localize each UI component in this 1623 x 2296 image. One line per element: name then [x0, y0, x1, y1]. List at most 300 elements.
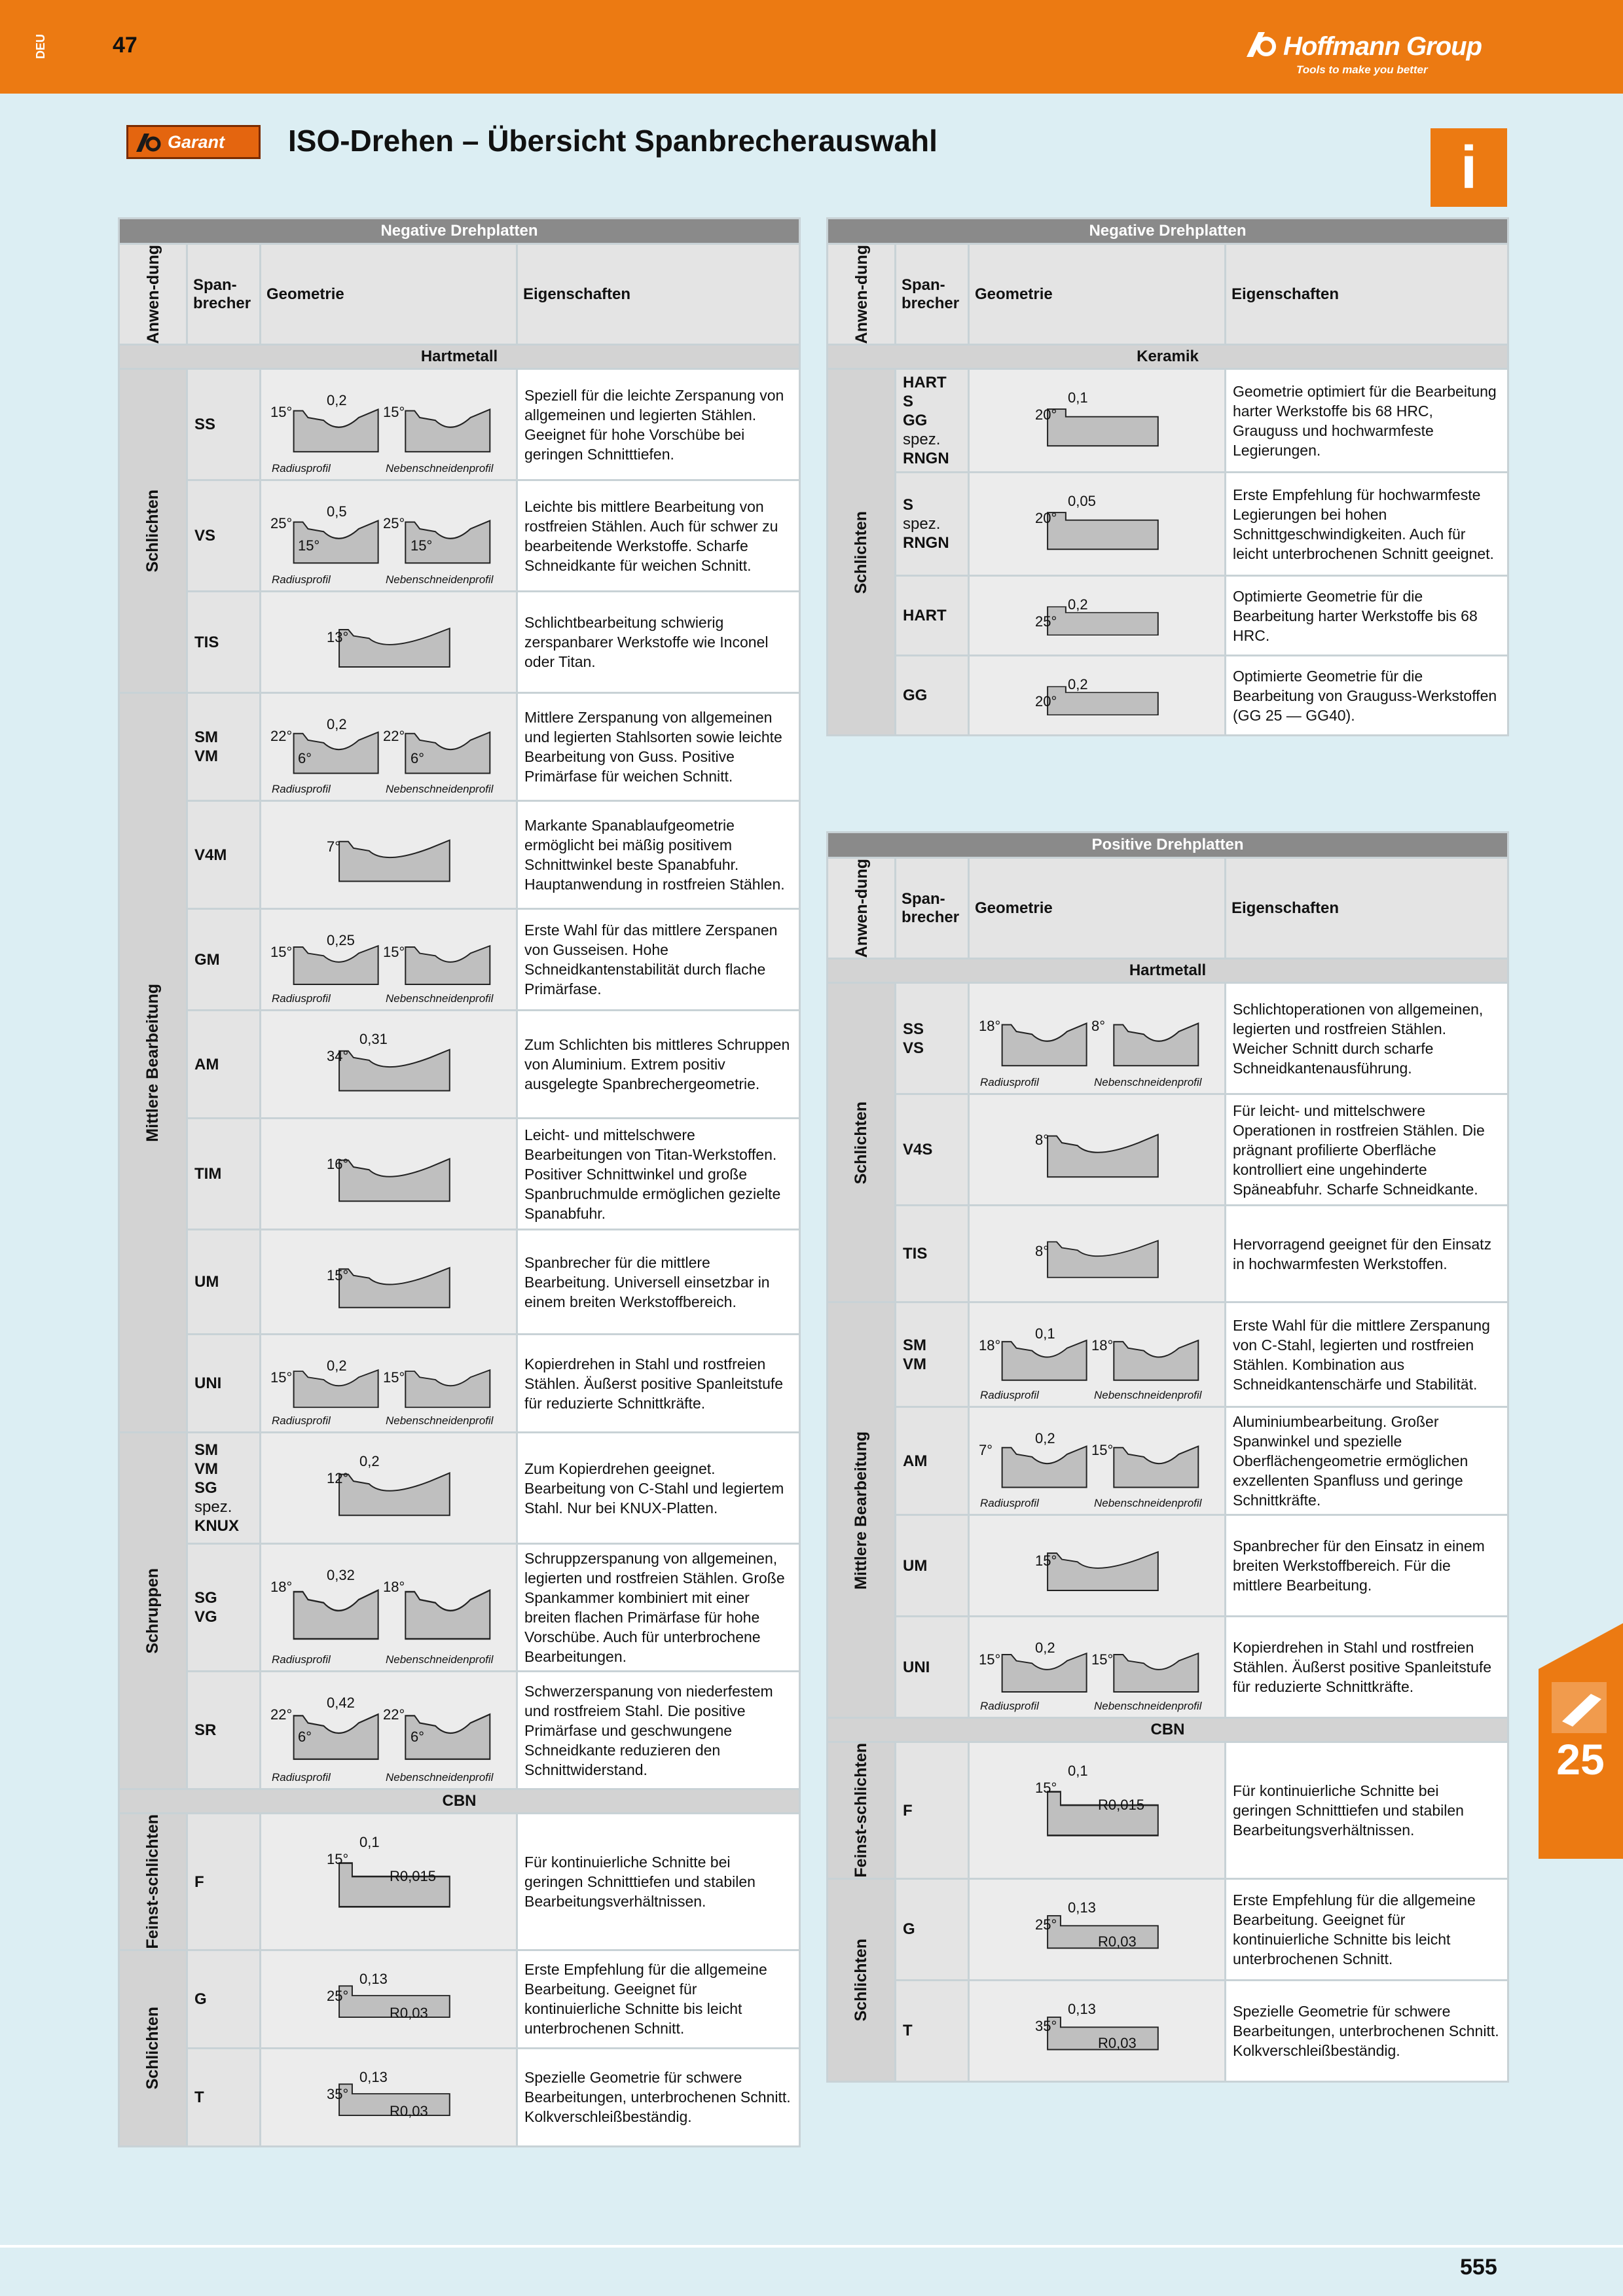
rake-angle-label: 22°	[270, 728, 293, 745]
table-row	[828, 1980, 1508, 2081]
table-row	[828, 1878, 1508, 1980]
breaker-code: TIS	[194, 633, 219, 651]
corner-radius-label: R0,03	[1098, 1933, 1137, 1950]
application-group	[119, 1433, 187, 1789]
rake-angle-label: 15°	[270, 1369, 293, 1386]
land-width-label: 0,31	[359, 1031, 388, 1048]
breaker-cell	[896, 1302, 969, 1407]
geometry-cell	[969, 1515, 1226, 1617]
table-row	[828, 1617, 1508, 1718]
rake-angle-label: 20°	[1035, 510, 1057, 527]
breaker-code: RNGN	[903, 450, 949, 468]
geometry-cell	[969, 1980, 1226, 2081]
breaker-cell	[896, 1094, 969, 1206]
breaker-cell	[187, 592, 261, 693]
profile-drawing	[261, 802, 516, 908]
rake-angle-label: 16°	[327, 1156, 349, 1173]
table-title: Negative Drehplatten	[828, 219, 1508, 244]
breaker-code: VS	[194, 527, 216, 545]
table-row	[828, 1742, 1508, 1879]
table-row	[828, 369, 1508, 473]
geometry-cell	[261, 2048, 517, 2146]
breaker-code: SM	[194, 728, 218, 747]
table-row	[828, 1515, 1508, 1617]
radius-profile-caption: Radiusprofil	[272, 1771, 331, 1784]
breaker-code: spez.	[903, 431, 941, 449]
section-header: Hartmetall	[828, 959, 1508, 983]
properties-cell: Erste Wahl für die mittlere Zerspanung von C-Stahl, legierten und rostfreien Stählen. Kombination aus Schneidkantenschärfe und Stabilität.	[1226, 1302, 1508, 1407]
table-row	[119, 1950, 800, 2048]
geometry-cell	[969, 1302, 1226, 1407]
rake-angle-label: 15°	[1035, 1552, 1057, 1570]
profile-drawing	[261, 592, 516, 692]
side-profile-caption: Nebenschneidenprofil	[386, 573, 494, 586]
geometry-cell	[969, 1742, 1226, 1879]
table-row	[119, 592, 800, 693]
application-group	[828, 983, 896, 1302]
application-group	[119, 369, 187, 693]
breaker-code: SR	[194, 1721, 217, 1740]
properties-cell: Kopierdrehen in Stahl und rostfreien Stählen. Äußerst positive Spanleitstufe für reduzierte Schnittkräfte.	[517, 1335, 800, 1433]
application-group-label: Mittlere Bearbeitung	[852, 1431, 870, 1590]
properties-cell: Spezielle Geometrie für schwere Bearbeitungen, unterbrochenen Schnitt. Kolkverschleißbeständig.	[1226, 1980, 1508, 2081]
breaker-code: SG	[194, 1479, 217, 1498]
table-row	[828, 1206, 1508, 1302]
land-width-label: 0,42	[327, 1695, 355, 1712]
breaker-cell	[896, 1617, 969, 1718]
breaker-cell	[896, 1407, 969, 1515]
breaker-cell	[187, 1950, 261, 2048]
section-header: CBN	[119, 1789, 800, 1814]
geometry-cell	[261, 1119, 517, 1230]
breaker-cell	[896, 1980, 969, 2081]
land-width-label: 0,2	[1035, 1640, 1055, 1657]
profile-drawing	[261, 2049, 516, 2145]
table-row	[119, 801, 800, 909]
breaker-cell	[187, 1672, 261, 1789]
rake-angle-label: 8°	[1035, 1132, 1049, 1149]
application-group	[119, 1814, 187, 1950]
geometry-cell	[969, 1617, 1226, 1718]
brand-name: Hoffmann Group	[1283, 32, 1482, 61]
application-group-label: Schlichten	[852, 1939, 870, 2022]
land-width-label: 0,2	[327, 716, 347, 733]
properties-cell: Geometrie optimiert für die Bearbeitung harter Werkstoffe bis 68 HRC, Grauguss und hochwarmfeste Legierungen.	[1226, 369, 1508, 473]
breaker-code: V4S	[903, 1141, 933, 1159]
land-width-label: 0,2	[1035, 1430, 1055, 1447]
land-width-label: 0,05	[1068, 493, 1096, 510]
rake-angle-label: 12°	[327, 1470, 349, 1487]
application-group	[828, 369, 896, 736]
breaker-cell	[896, 369, 969, 473]
breaker-cell	[187, 1433, 261, 1544]
profile-drawing	[970, 1095, 1224, 1204]
land-width-label: 0,5	[327, 503, 347, 520]
application-group	[828, 1878, 896, 2081]
rake-angle-label: 22°	[383, 1706, 405, 1723]
breaker-cell	[896, 473, 969, 576]
application-group	[119, 693, 187, 1433]
properties-cell: Spanbrecher für die mittlere Bearbeitung. Universell einsetzbar in einem breiten Werkstoffbereich.	[517, 1230, 800, 1335]
geometry-cell	[969, 1094, 1226, 1206]
land-width-label: 0,13	[359, 2068, 388, 2085]
table-row	[828, 656, 1508, 736]
properties-cell: Für kontinuierliche Schnitte bei geringen Schnitttiefen und stabilen Bearbeitungsverhältnissen.	[517, 1814, 800, 1950]
rake-angle-label: 20°	[1035, 406, 1057, 423]
geometry-cell	[261, 1011, 517, 1119]
application-group-label: Mittlere Bearbeitung	[143, 984, 162, 1142]
breaker-cell	[187, 1119, 261, 1230]
properties-cell: Erste Empfehlung für die allgemeine Bearbeitung. Geeignet für kontinuierliche Schnitte bis leicht unterbrochenen Schnitt.	[1226, 1878, 1508, 1980]
col-header-geometry: Geometrie	[969, 244, 1226, 345]
rake-angle-label: 6°	[298, 1729, 312, 1746]
section-header: CBN	[828, 1718, 1508, 1742]
land-width-label: 0,13	[359, 1970, 388, 1987]
properties-cell: Spezielle Geometrie für schwere Bearbeitungen, unterbrochenen Schnitt. Kolkverschleißbeständig.	[517, 2048, 800, 2146]
table-row	[119, 1672, 800, 1789]
breaker-code: GG	[903, 412, 928, 430]
corner-radius-label: R0,03	[1098, 2034, 1137, 2051]
language-code: DEU	[34, 34, 47, 60]
radius-profile-caption: Radiusprofil	[272, 462, 331, 475]
breaker-cell	[187, 801, 261, 909]
geometry-cell	[969, 983, 1226, 1094]
col-header-application: Anwen-dung	[119, 244, 187, 345]
breaker-code: HART	[903, 374, 947, 392]
rake-angle-label: 18°	[979, 1018, 1001, 1035]
col-header-breaker: Span-brecher	[187, 244, 261, 345]
table-row	[119, 693, 800, 801]
profile-drawing	[261, 1119, 516, 1229]
properties-cell: Aluminiumbearbeitung. Großer Spanwinkel und spezielle Oberflächengeometrie ermöglichen exzellenten Spanfluss und geringe Schnittkräfte.	[1226, 1407, 1508, 1515]
breaker-code: UM	[194, 1273, 219, 1291]
rake-angle-label: 15°	[1091, 1651, 1114, 1668]
section-header: Keramik	[828, 345, 1508, 369]
breaker-code: spez.	[194, 1498, 232, 1516]
rake-angle-label: 25°	[1035, 613, 1057, 630]
radius-profile-caption: Radiusprofil	[272, 1653, 331, 1666]
corner-radius-label: R0,03	[390, 2102, 428, 2119]
properties-cell: Für kontinuierliche Schnitte bei geringen Schnitttiefen und stabilen Bearbeitungsverhältnissen.	[1226, 1742, 1508, 1879]
side-profile-caption: Nebenschneidenprofil	[386, 992, 494, 1005]
properties-cell: Zum Kopierdrehen geeignet. Bearbeitung von C-Stahl und legiertem Stahl. Nur bei KNUX-Platten.	[517, 1433, 800, 1544]
rake-angle-label: 25°	[270, 515, 293, 532]
application-group-label: Schlichten	[143, 2007, 162, 2090]
rake-angle-label: 15°	[979, 1651, 1001, 1668]
corner-radius-label: R0,015	[1098, 1797, 1144, 1814]
col-header-geometry: Geometrie	[261, 244, 517, 345]
land-width-label: 0,1	[1068, 389, 1088, 406]
table-row	[828, 473, 1508, 576]
table-row	[828, 1407, 1508, 1515]
profile-drawing	[970, 656, 1224, 734]
rake-angle-label: 6°	[410, 1729, 425, 1746]
garant-logo-icon	[135, 132, 164, 153]
rake-angle-label: 20°	[1035, 693, 1057, 710]
rake-angle-label: 13°	[327, 629, 349, 646]
table-row	[119, 480, 800, 592]
breaker-code: TIS	[903, 1245, 928, 1263]
radius-profile-caption: Radiusprofil	[980, 1497, 1039, 1510]
application-group-label: Feinst-schlichten	[852, 1743, 870, 1878]
properties-cell: Leichte bis mittlere Bearbeitung von rostfreien Stählen. Auch für schwer zu bearbeitende Werkstoffe. Scharfe Schneidkante für weichen Schnitt.	[517, 480, 800, 592]
side-profile-caption: Nebenschneidenprofil	[1094, 1389, 1202, 1402]
breaker-code: F	[903, 1801, 913, 1820]
land-width-label: 0,2	[327, 392, 347, 409]
profile-drawing	[970, 1516, 1224, 1615]
rake-angle-label: 22°	[270, 1706, 293, 1723]
geometry-cell	[969, 656, 1226, 736]
breaker-code: SS	[903, 1020, 924, 1038]
land-width-label: 0,1	[1035, 1325, 1055, 1342]
breaker-cell	[187, 1544, 261, 1672]
rake-angle-label: 8°	[1035, 1243, 1049, 1260]
breaker-code: SM	[194, 1441, 218, 1460]
application-group	[828, 1302, 896, 1718]
properties-cell: Hervorragend geeignet für den Einsatz in hochwarmfesten Werkstoffen.	[1226, 1206, 1508, 1302]
breaker-code: RNGN	[903, 534, 949, 552]
breaker-code: VM	[903, 1355, 926, 1373]
breaker-cell	[896, 1206, 969, 1302]
profile-drawing	[970, 473, 1224, 575]
land-width-label: 0,13	[1068, 1899, 1096, 1916]
footer-line	[0, 2245, 1623, 2248]
rake-angle-label: 18°	[1091, 1337, 1114, 1354]
properties-cell: Erste Empfehlung für hochwarmfeste Legierungen bei hohen Schnittgeschwindigkeiten. Auch für leicht unterbrochenen Schnitt geeignet.	[1226, 473, 1508, 576]
radius-profile-caption: Radiusprofil	[272, 1414, 331, 1427]
rake-angle-label: 34°	[327, 1048, 349, 1065]
table-row	[828, 1094, 1508, 1206]
geometry-cell	[261, 801, 517, 909]
side-profile-caption: Nebenschneidenprofil	[386, 1771, 494, 1784]
breaker-cell	[187, 1335, 261, 1433]
side-profile-caption: Nebenschneidenprofil	[1094, 1700, 1202, 1713]
geometry-cell	[969, 1878, 1226, 1980]
properties-cell: Mittlere Zerspanung von allgemeinen und legierten Stahlsorten sowie leichte Bearbeitung von Guss. Positive Primärfase für weichen Schnitt.	[517, 693, 800, 801]
properties-cell: Speziell für die leichte Zerspanung von allgemeinen und legierten Stählen. Geeignet für hohe Vorschübe bei geringen Schnitttiefen.	[517, 369, 800, 480]
breaker-cell	[187, 369, 261, 480]
rake-angle-label: 15°	[1091, 1442, 1114, 1459]
col-header-geometry: Geometrie	[969, 858, 1226, 959]
geometry-cell	[261, 1335, 517, 1433]
breaker-cell	[896, 1878, 969, 1980]
rake-angle-label: 15°	[298, 537, 320, 554]
breaker-code: SG	[194, 1589, 217, 1607]
radius-profile-caption: Radiusprofil	[272, 783, 331, 796]
side-profile-caption: Nebenschneidenprofil	[386, 462, 494, 475]
land-width-label: 0,1	[1068, 1763, 1088, 1780]
breaker-cell	[187, 909, 261, 1011]
corner-radius-label: R0,015	[390, 1868, 436, 1885]
land-width-label: 0,1	[359, 1834, 380, 1851]
breaker-code: T	[194, 2088, 204, 2106]
breaker-code: UNI	[194, 1374, 222, 1393]
application-group-label: Schlichten	[852, 1101, 870, 1185]
breaker-code: T	[903, 2022, 913, 2040]
geometry-cell	[969, 576, 1226, 656]
rake-angle-label: 15°	[327, 1851, 349, 1868]
rake-angle-label: 8°	[1091, 1018, 1106, 1035]
table-negative-right	[826, 217, 1509, 736]
breaker-cell	[896, 656, 969, 736]
geometry-cell	[261, 1433, 517, 1544]
geometry-cell	[261, 592, 517, 693]
breaker-code: UM	[903, 1556, 928, 1575]
brand-tagline: Tools to make you better	[1296, 63, 1428, 76]
rake-angle-label: 15°	[383, 944, 405, 961]
rake-angle-label: 15°	[383, 1369, 405, 1386]
breaker-code: F	[194, 1873, 204, 1891]
profile-drawing	[261, 1011, 516, 1117]
breaker-code: VM	[194, 1460, 218, 1479]
properties-cell: Schlichtoperationen von allgemeinen, legierten und rostfreien Stählen. Weicher Schnitt durch scharfe Schneidkantenausführung.	[1226, 983, 1508, 1094]
radius-profile-caption: Radiusprofil	[980, 1389, 1039, 1402]
rake-angle-label: 15°	[270, 404, 293, 421]
land-width-label: 0,25	[327, 932, 355, 949]
hoffmann-logo-icon	[1244, 29, 1278, 60]
table-row	[119, 1119, 800, 1230]
col-header-properties: Eigenschaften	[517, 244, 800, 345]
geometry-cell	[261, 1544, 517, 1672]
breaker-code: SM	[903, 1336, 926, 1354]
page-number-right: 555	[1460, 2255, 1497, 2280]
application-group-label: Schlichten	[852, 511, 870, 594]
properties-cell: Erste Empfehlung für die allgemeine Bearbeitung. Geeignet für kontinuierliche Schnitte bis leicht unterbrochenen Schnitt.	[517, 1950, 800, 2048]
breaker-code: S	[903, 496, 914, 514]
breaker-code: VG	[194, 1608, 217, 1626]
table-row	[828, 576, 1508, 656]
breaker-code: HART	[903, 607, 947, 625]
side-profile-caption: Nebenschneidenprofil	[1094, 1497, 1202, 1510]
land-width-label: 0,2	[1068, 676, 1088, 693]
rake-angle-label: 25°	[1035, 1916, 1057, 1933]
chapter-tab	[1539, 1584, 1623, 1859]
profile-drawing	[261, 1545, 516, 1670]
table-title: Positive Drehplatten	[828, 833, 1508, 858]
rake-angle-label: 18°	[270, 1579, 293, 1596]
land-width-label: 0,32	[327, 1567, 355, 1584]
breaker-cell	[187, 1230, 261, 1335]
breaker-cell	[187, 693, 261, 801]
geometry-cell	[261, 1672, 517, 1789]
rake-angle-label: 35°	[1035, 2017, 1057, 2034]
breaker-code: VS	[903, 1039, 924, 1057]
side-profile-caption: Nebenschneidenprofil	[386, 1653, 494, 1666]
rake-angle-label: 7°	[327, 838, 341, 855]
rake-angle-label: 6°	[410, 750, 425, 767]
breaker-code: G	[194, 1990, 207, 2008]
geometry-cell	[261, 693, 517, 801]
breaker-code: AM	[194, 1055, 219, 1073]
profile-drawing	[261, 1951, 516, 2047]
col-header-application: Anwen-dung	[828, 858, 896, 959]
breaker-code: GM	[194, 950, 220, 969]
garant-logo	[126, 125, 261, 159]
rake-angle-label: 15°	[327, 1267, 349, 1284]
properties-cell: Für leicht- und mittelschwere Operationen in rostfreien Stählen. Die prägnant profilierte Oberfläche kontrolliert eine ungehinderte Späneabfuhr. Scharfe Schneidkante.	[1226, 1094, 1508, 1206]
properties-cell: Schruppzerspanung von allgemeinen, legierten und rostfreien Stählen. Große Spankammer kombiniert mit einer breiten flachen Primärfase für hohe Vorschübe. Auch für unterbrochene Bearbeitungen.	[517, 1544, 800, 1672]
application-group-label: Feinst-schlichten	[143, 1814, 162, 1949]
properties-cell: Spanbrecher für den Einsatz in einem breiten Werkstoffbereich. Für die mittlere Bearbeitung.	[1226, 1515, 1508, 1617]
breaker-code: G	[903, 1920, 915, 1939]
rake-angle-label: 25°	[327, 1987, 349, 2004]
properties-cell: Zum Schlichten bis mittleres Schruppen von Aluminium. Extrem positiv ausgelegte Spanbrechergeometrie.	[517, 1011, 800, 1119]
profile-drawing	[970, 370, 1224, 471]
breaker-code: VM	[194, 747, 218, 766]
col-header-breaker: Span-brecher	[896, 244, 969, 345]
breaker-code: V4M	[194, 846, 227, 864]
table-row	[119, 909, 800, 1011]
breaker-code: KNUX	[194, 1517, 240, 1535]
col-header-properties: Eigenschaften	[1226, 858, 1508, 959]
properties-cell: Optimierte Geometrie für die Bearbeitung von Grauguss-Werkstoffen (GG 25 — GG40).	[1226, 656, 1508, 736]
profile-drawing	[970, 577, 1224, 655]
geometry-cell	[969, 369, 1226, 473]
top-bar	[0, 0, 1623, 94]
properties-cell: Leicht- und mittelschwere Bearbeitungen von Titan-Werkstoffen. Positiver Schnittwinkel und große Spanbruchmulde ermöglichen gezielte Spanabfuhr.	[517, 1119, 800, 1230]
profile-drawing	[261, 1814, 516, 1949]
land-width-label: 0,2	[1068, 596, 1088, 613]
radius-profile-caption: Radiusprofil	[980, 1700, 1039, 1713]
properties-cell: Schwerzerspanung von niederfestem und rostfreiem Stahl. Die positive Primärfase und geschwungene Schneidkante reduzieren den Schnittwiderstand.	[517, 1672, 800, 1789]
geometry-cell	[261, 1950, 517, 2048]
rake-angle-label: 25°	[383, 515, 405, 532]
col-header-properties: Eigenschaften	[1226, 244, 1508, 345]
properties-cell: Markante Spanablaufgeometrie ermöglicht bei mäßig positivem Schnittwinkel beste Spanabfuhr. Hauptanwendung in rostfreien Stählen.	[517, 801, 800, 909]
table-negative-left	[118, 217, 801, 2147]
rake-angle-label: 18°	[383, 1579, 405, 1596]
rake-angle-label: 18°	[979, 1337, 1001, 1354]
breaker-cell	[187, 480, 261, 592]
geometry-cell	[969, 1407, 1226, 1515]
side-profile-caption: Nebenschneidenprofil	[386, 783, 494, 796]
rake-angle-label: 6°	[298, 750, 312, 767]
radius-profile-caption: Radiusprofil	[272, 573, 331, 586]
breaker-cell	[187, 1011, 261, 1119]
table-row	[119, 1544, 800, 1672]
table-row	[828, 1302, 1508, 1407]
rake-angle-label: 7°	[979, 1442, 993, 1459]
geometry-cell	[261, 480, 517, 592]
table-row	[119, 1011, 800, 1119]
garant-brand: Garant	[168, 132, 225, 152]
chapter-number: 25	[1556, 1735, 1605, 1784]
radius-profile-caption: Radiusprofil	[272, 992, 331, 1005]
breaker-cell	[187, 1814, 261, 1950]
profile-drawing	[970, 1743, 1224, 1878]
page-title: ISO-Drehen – Übersicht Spanbrecherauswahl	[288, 124, 938, 158]
profile-drawing	[261, 1433, 516, 1543]
land-width-label: 0,2	[359, 1453, 380, 1470]
geometry-cell	[261, 909, 517, 1011]
table-row	[119, 2048, 800, 2146]
properties-cell: Schlichtbearbeitung schwierig zerspanbarer Werkstoffe wie Inconel oder Titan.	[517, 592, 800, 693]
application-group	[828, 1742, 896, 1879]
col-header-application: Anwen-dung	[828, 244, 896, 345]
breaker-code: spez.	[903, 515, 941, 533]
geometry-cell	[261, 1230, 517, 1335]
breaker-cell	[896, 1515, 969, 1617]
geometry-cell	[261, 369, 517, 480]
rake-angle-label: 15°	[383, 404, 405, 421]
table-row	[119, 1814, 800, 1950]
section-header: Hartmetall	[119, 345, 800, 369]
rake-angle-label: 15°	[410, 537, 433, 554]
rake-angle-label: 22°	[383, 728, 405, 745]
breaker-code: AM	[903, 1452, 928, 1470]
application-group-label: Schruppen	[143, 1568, 162, 1654]
rake-angle-label: 15°	[270, 944, 293, 961]
